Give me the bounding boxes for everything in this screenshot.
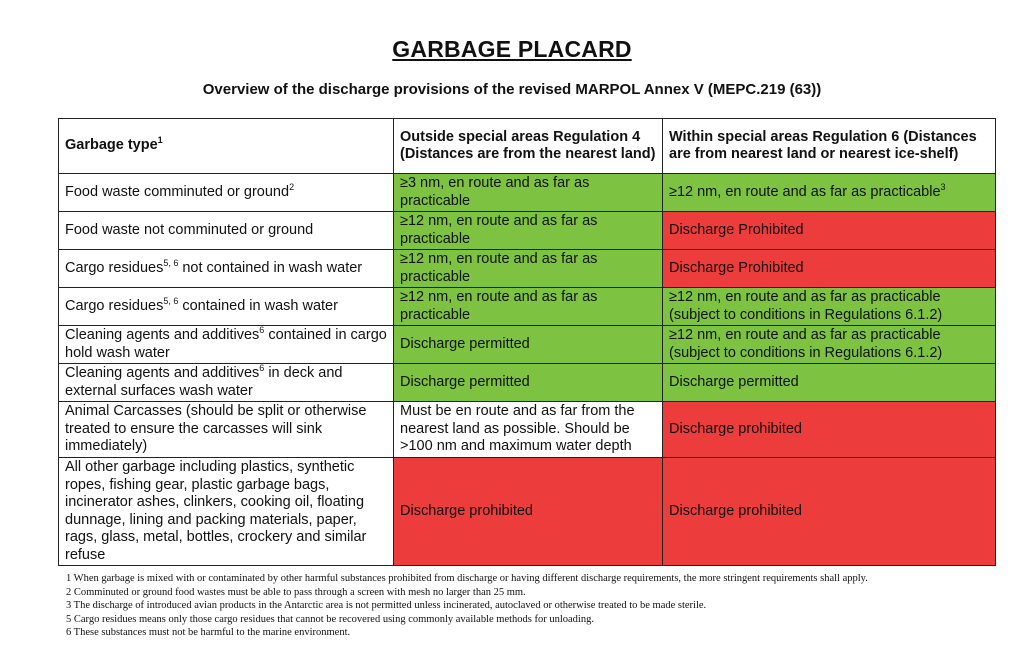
header-within-special-areas: Within special areas Regulation 6 (Distances are from nearest land or nearest ice-shelf) bbox=[663, 119, 996, 174]
footnote-ref: 5, 6 bbox=[163, 257, 179, 268]
table-row bbox=[59, 288, 996, 326]
within-provision-cell: ≥12 nm, en route and as far as practicable$^3$ bbox=[663, 174, 996, 212]
footnote-ref: 5, 6 bbox=[163, 295, 179, 306]
table-row bbox=[59, 402, 996, 458]
outside-provision-cell: ≥12 nm, en route and as far as practicable bbox=[394, 250, 663, 288]
footnote-ref: 2 bbox=[289, 181, 295, 192]
table-row bbox=[59, 250, 996, 288]
footnote-6: 6 These substances must not be harmful to the marine environment. bbox=[66, 627, 351, 639]
footnote-ref: 3 bbox=[940, 181, 946, 192]
outside-provision-cell: Discharge permitted bbox=[394, 364, 663, 402]
outside-provision-cell: Discharge prohibited bbox=[394, 458, 663, 566]
garbage-type-cell: Cleaning agents and additives$^6$ contained in cargo hold wash water bbox=[59, 326, 394, 364]
table-row bbox=[59, 364, 996, 402]
footnote-2: 2 Comminuted or ground food wastes must be able to pass through a screen with mesh no larger than 25 mm. bbox=[66, 586, 526, 598]
within-provision-cell: ≥12 nm, en route and as far as practicable (subject to conditions in Regulations 6.1.2) bbox=[663, 288, 996, 326]
footnote-ref: 6 bbox=[259, 363, 265, 374]
header-garbage-type: Garbage type$^1$ bbox=[59, 119, 394, 174]
header-outside-special-areas: Outside special areas Regulation 4 (Distances are from the nearest land) bbox=[394, 119, 663, 174]
footnote-3: 3 The discharge of introduced avian products in the Antarctic area is not permitted unless incinerated, autoclaved or otherwise treated to be made sterile. bbox=[66, 600, 707, 612]
footnote-1: 1 When garbage is mixed with or contaminated by other harmful substances prohibited from discharge or having different discharge requirements, the more stringent requirements shall apply. bbox=[66, 573, 868, 584]
footnote-5: 5 Cargo residues means only those cargo residues that cannot be recovered using commonly available methods for unloading. bbox=[66, 613, 594, 625]
footnote-ref: 6 bbox=[259, 325, 265, 336]
footnotes bbox=[66, 572, 1006, 640]
within-provision-cell: Discharge Prohibited bbox=[663, 212, 996, 250]
within-provision-cell: Discharge permitted bbox=[663, 364, 996, 402]
within-provision-cell: Discharge Prohibited bbox=[663, 250, 996, 288]
within-provision-cell: ≥12 nm, en route and as far as practicable (subject to conditions in Regulations 6.1.2) bbox=[663, 326, 996, 364]
table-header-row bbox=[59, 119, 996, 174]
garbage-type-cell: Food waste comminuted or ground$^2$ bbox=[59, 174, 394, 212]
outside-provision-cell: ≥3 nm, en route and as far as practicable bbox=[394, 174, 663, 212]
outside-provision-cell: ≥12 nm, en route and as far as practicable bbox=[394, 212, 663, 250]
table-row bbox=[59, 458, 996, 566]
outside-provision-cell: ≥12 nm, en route and as far as practicable bbox=[394, 288, 663, 326]
outside-provision-cell: Must be en route and as far from the nearest land as possible. Should be >100 nm and maximum water depth bbox=[394, 402, 663, 458]
page-title: GARBAGE PLACARD bbox=[392, 36, 632, 62]
garbage-type-cell: Cargo residues$^{5, 6}$ contained in wash water bbox=[59, 288, 394, 326]
table-row bbox=[59, 174, 996, 212]
within-provision-cell: Discharge prohibited bbox=[663, 402, 996, 458]
outside-provision-cell: Discharge permitted bbox=[394, 326, 663, 364]
garbage-type-cell: Cargo residues$^{5, 6}$ not contained in wash water bbox=[59, 250, 394, 288]
garbage-type-cell: Cleaning agents and additives$^6$ in deck and external surfaces wash water bbox=[59, 364, 394, 402]
garbage-type-cell: All other garbage including plastics, synthetic ropes, fishing gear, plastic garbage bags, incinerator ashes, clinkers, cooking oil, floating dunnage, lining and packing materials, paper, rags, glass, metal, bottles, crockery and similar refuse bbox=[59, 458, 394, 566]
page-subtitle: Overview of the discharge provisions of the revised MARPOL Annex V (MEPC.219 (63)) bbox=[202, 81, 822, 98]
within-provision-cell: Discharge prohibited bbox=[663, 458, 996, 566]
footnote-ref: 1 bbox=[157, 135, 163, 146]
table-row bbox=[59, 212, 996, 250]
discharge-provisions-table bbox=[58, 118, 996, 566]
garbage-type-cell: Animal Carcasses (should be split or otherwise treated to ensure the carcasses will sink immediately) bbox=[59, 402, 394, 458]
table-row bbox=[59, 326, 996, 364]
garbage-type-cell: Food waste not comminuted or ground bbox=[59, 212, 394, 250]
